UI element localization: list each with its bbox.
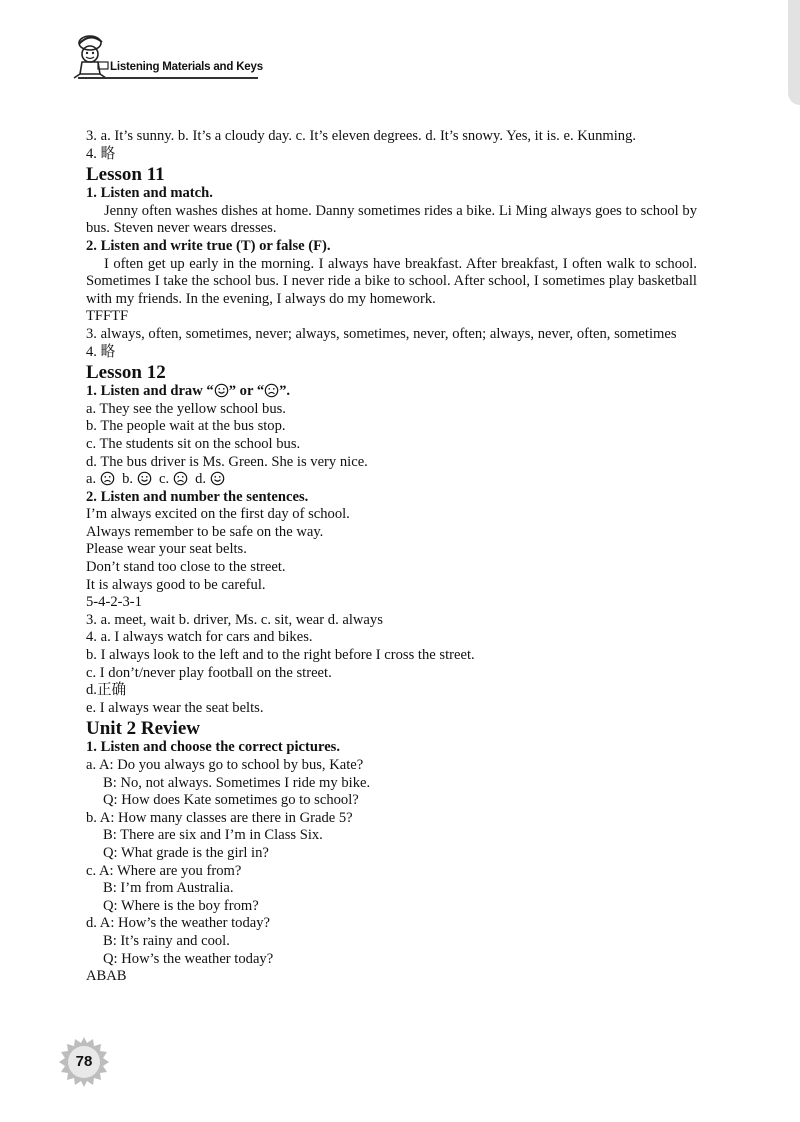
sad-face-icon [173, 471, 188, 486]
lesson-11-q1-text: Jenny often washes dishes at home. Danny sometimes rides a bike. Li Ming always goes to school by bus. Steven never wears dresses. [86, 202, 697, 237]
lesson-11-title: Lesson 11 [86, 164, 165, 186]
lesson-12-q1-line-b: b. The people wait at the bus stop. [86, 418, 286, 435]
lesson-11-q2-text: I often get up early in the morning. I always have breakfast. After breakfast, I often walk to school. Sometimes I take the school bus. I never ride a bike to school. After school, I sometimes play basketball with my friends. In the evening, I always do my homework. [86, 255, 697, 307]
dialog-d-line-a: d. A: How’s the weather today? [86, 915, 270, 932]
lesson-12-q2-heading: 2. Listen and number the sentences. [86, 488, 309, 505]
page-content [86, 128, 697, 986]
dialog-d-line-b: B: It’s rainy and cool. [103, 932, 230, 949]
lesson-11-answer-4: 4. 略 [86, 343, 116, 360]
page-number: 78 [75, 1053, 93, 1070]
dialog-b-line-a: b. A: How many classes are there in Grade 5? [86, 809, 353, 826]
side-tab [788, 0, 800, 105]
smiley-face-icon [214, 383, 229, 398]
dialog-c-line-q: Q: Where is the boy from? [103, 897, 259, 914]
lesson-12-q1-answers [86, 471, 697, 489]
lesson-12-q1-line-c: c. The students sit on the school bus. [86, 435, 301, 452]
dialog-c-line-a: c. A: Where are you from? [86, 862, 242, 879]
dialog-a-line-b: B: No, not always. Sometimes I ride my bike. [103, 774, 371, 791]
dialog-c-line-b: B: I’m from Australia. [103, 880, 234, 897]
header-title: Listening Materials and Keys [110, 61, 263, 73]
review-q1-heading: 1. Listen and choose the correct pictures. [86, 739, 341, 756]
unit-review-title: Unit 2 Review [86, 718, 200, 740]
smiley-face-icon [210, 471, 225, 486]
dialog-b-line-b: B: There are six and I’m in Class Six. [103, 827, 323, 844]
page-number-badge [58, 1036, 110, 1088]
lesson-12-answer-4b: b. I always look to the left and to the right before I cross the street. [86, 647, 475, 664]
lesson-12-q2-answer: 5-4-2-3-1 [86, 594, 142, 611]
answer-3: 3. a. It’s sunny. b. It’s a cloudy day. c. It’s eleven degrees. d. It’s snowy. Yes, it is. e. Kunming. [86, 128, 637, 144]
lesson-12-title: Lesson 12 [86, 362, 166, 384]
lesson-12-answer-4c: c. I don’t/never play football on the street. [86, 664, 332, 681]
lesson-12-q2-line-2: Always remember to be safe on the way. [86, 523, 324, 540]
page-header [68, 30, 263, 85]
lesson-12-q2-line-5: It is always good to be careful. [86, 576, 266, 593]
dialog-d-line-q: Q: How’s the weather today? [103, 950, 274, 967]
answer-d-label: d. [195, 471, 207, 488]
dialog-a-line-q: Q: How does Kate sometimes go to school? [103, 792, 359, 809]
review-answer: ABAB [86, 968, 127, 985]
sad-face-icon [264, 383, 279, 398]
lesson-11-q2-answer: TFFTF [86, 308, 129, 325]
q1-heading-pre: 1. Listen and draw “ [86, 383, 214, 400]
q1-heading-post: ”. [279, 383, 291, 400]
answer-b-label: b. [122, 471, 134, 488]
answer-4: 4. 略 [86, 145, 116, 162]
lesson-12-answer-3: 3. a. meet, wait b. driver, Ms. c. sit, wear d. always [86, 611, 383, 628]
header-rule [78, 77, 258, 79]
lesson-11-q1-heading: 1. Listen and match. [86, 185, 213, 202]
lesson-12-answer-4a: 4. a. I always watch for cars and bikes. [86, 629, 313, 646]
lesson-12-answer-4d: d.正确 [86, 682, 127, 699]
lesson-12-q2-line-4: Don’t stand too close to the street. [86, 559, 286, 576]
smiley-face-icon [137, 471, 152, 486]
sad-face-icon [100, 471, 115, 486]
lesson-12-q1-heading [86, 383, 697, 401]
dialog-b-line-q: Q: What grade is the girl in? [103, 844, 269, 861]
lesson-12-answer-4e: e. I always wear the seat belts. [86, 699, 264, 716]
dialog-a-line-a: a. A: Do you always go to school by bus, Kate? [86, 757, 364, 773]
answer-c-label: c. [159, 471, 170, 488]
q1-heading-mid: ” or “ [228, 383, 265, 400]
lesson-12-q1-line-a: a. They see the yellow school bus. [86, 400, 286, 417]
lesson-12-q2-line-3: Please wear your seat belts. [86, 541, 247, 558]
lesson-12-q1-line-d: d. The bus driver is Ms. Green. She is very nice. [86, 453, 368, 470]
lesson-11-q2-heading: 2. Listen and write true (T) or false (F). [86, 237, 331, 254]
lesson-12-q2-line-1: I’m always excited on the first day of school. [86, 506, 350, 523]
lesson-11-answer-3: 3. always, often, sometimes, never; always, sometimes, never, often; always, never, often, sometimes [86, 325, 677, 342]
answer-a-label: a. [86, 471, 97, 488]
